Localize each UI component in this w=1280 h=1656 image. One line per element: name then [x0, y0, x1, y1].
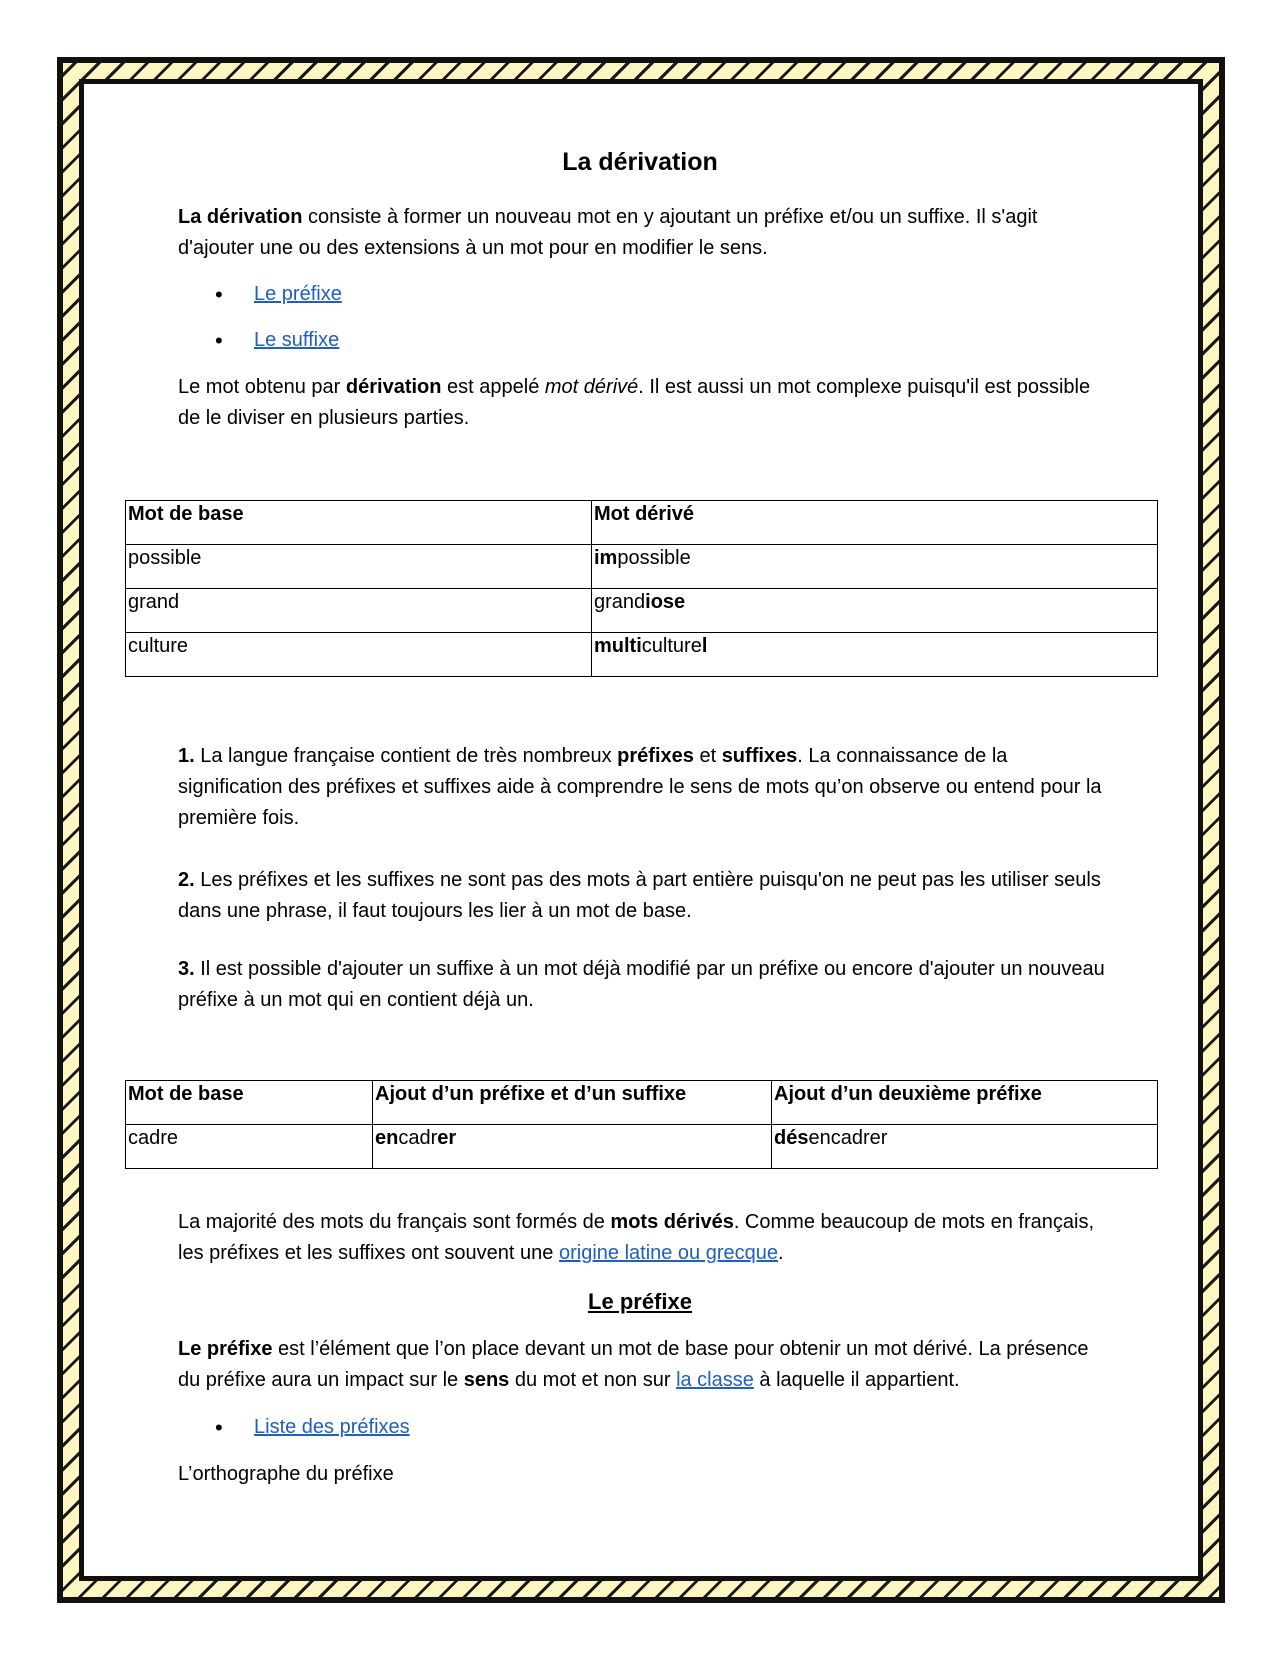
text: et [693, 745, 722, 767]
table-row [126, 545, 1158, 589]
bold-text: préfixes [617, 745, 694, 767]
cell-derived [592, 545, 1158, 589]
suffix-part: er [437, 1127, 457, 1149]
text: . La connaissance de la signification des préfixes et suffixes aide à comprendre le sens de mots qu’on observe ou entend pour la première fois. [178, 745, 1102, 829]
orthographe-heading: L’orthographe du préfixe [178, 1463, 394, 1485]
section-title-prefixe: Le préfixe [588, 1289, 692, 1314]
cell-base: cadre [126, 1125, 373, 1169]
prefix-part: im [594, 547, 618, 569]
base-part: culture [641, 635, 702, 657]
header-mot-derive: Mot dérivé [592, 501, 1158, 545]
table-row [126, 1125, 1158, 1169]
bold-text: suffixes [721, 745, 798, 767]
italic-text: mot dérivé [544, 376, 639, 398]
suffix-part: l [701, 635, 708, 657]
list-item [178, 325, 342, 371]
header-ajout-prefixe-suffixe: Ajout d’un préfixe et d’un suffixe [373, 1081, 772, 1125]
prefix-part: en [375, 1127, 399, 1149]
text: à laquelle il appartient. [753, 1369, 960, 1391]
text: du mot et non sur [509, 1369, 677, 1391]
cell-derived [592, 589, 1158, 633]
majority-paragraph [178, 1207, 1108, 1269]
text: . Il est aussi un mot complexe puisqu'il est possible de le diviser en plusieurs parties. [178, 376, 1091, 429]
base-part: cadr [398, 1127, 438, 1149]
bold-text: dérivation [345, 376, 442, 398]
point-number: 3. [178, 958, 195, 980]
text: . [778, 1242, 784, 1264]
text: est appelé [441, 376, 545, 398]
header-ajout-deuxieme-prefixe: Ajout d’un deuxième préfixe [772, 1081, 1158, 1125]
text: La majorité des mots du français sont formés de [178, 1211, 611, 1233]
point-number: 2. [178, 869, 195, 891]
cell-prefix-suffix [373, 1125, 772, 1169]
intro-text: consiste à former un nouveau mot en y ajoutant un préfixe et/ou un suffixe. Il s'agit d'ajouter une ou des extensions à un mot pour en modifier le sens. [178, 206, 1038, 259]
list-item [178, 1412, 410, 1458]
text: Le mot obtenu par [178, 376, 346, 398]
cell-derived [592, 633, 1158, 677]
base-part: encadrer [808, 1127, 888, 1149]
intro-bold: La dérivation [178, 206, 303, 228]
text: Il est possible d'ajouter un suffixe à un mot déjà modifié par un préfixe ou encore d'ajouter un nouveau préfixe à un mot qui en contient déjà un. [178, 958, 1105, 1011]
prefix-part: multi [594, 635, 642, 657]
table-header-row [126, 1081, 1158, 1125]
text: La langue française contient de très nombreux [194, 745, 618, 767]
text: . Comme beaucoup de mots en français, les préfixes et les suffixes ont souvent une [178, 1211, 1094, 1264]
bottom-link-list [178, 1412, 410, 1458]
derived-paragraph [178, 372, 1108, 434]
intro-paragraph [178, 202, 1108, 264]
link-le-suffixe[interactable]: Le suffixe [254, 329, 340, 351]
point-number: 1. [178, 745, 195, 767]
cell-base: possible [126, 545, 592, 589]
suffix-part: iose [645, 591, 686, 613]
bold-text: mots dérivés [610, 1211, 734, 1233]
point-1 [178, 741, 1108, 834]
cell-second-prefix [772, 1125, 1158, 1169]
cell-base: culture [126, 633, 592, 677]
page-title: La dérivation [562, 148, 718, 176]
text: est l’élément que l’on place devant un mot de base pour obtenir un mot dérivé. La présence du préfixe aura un impact sur le [178, 1338, 1089, 1391]
bold-text: Le préfixe [178, 1338, 273, 1360]
header-mot-de-base: Mot de base [126, 1081, 373, 1125]
bold-text: sens [463, 1369, 510, 1391]
point-2 [178, 865, 1108, 927]
base-part: possible [617, 547, 691, 569]
text: Les préfixes et les suffixes ne sont pas des mots à part entière puisqu'on ne peut pas les utiliser seuls dans une phrase, il faut toujours les lier à un mot de base. [178, 869, 1101, 922]
derivation-table [125, 500, 1158, 677]
prefix-suffix-table [125, 1080, 1158, 1169]
table-row [126, 589, 1158, 633]
table-header-row [126, 501, 1158, 545]
table-row [126, 633, 1158, 677]
prefix-part: dés [774, 1127, 809, 1149]
cell-base: grand [126, 589, 592, 633]
link-liste-des-prefixes[interactable]: Liste des préfixes [254, 1416, 410, 1438]
link-la-classe[interactable]: la classe [676, 1369, 754, 1391]
header-mot-de-base: Mot de base [126, 501, 592, 545]
point-3 [178, 954, 1108, 1016]
list-item [178, 279, 342, 325]
base-part: grand [594, 591, 646, 613]
link-le-prefixe[interactable]: Le préfixe [254, 283, 342, 305]
prefix-definition [178, 1334, 1108, 1396]
link-origine-latine-grecque[interactable]: origine latine ou grecque [558, 1242, 779, 1264]
top-link-list [178, 279, 342, 371]
